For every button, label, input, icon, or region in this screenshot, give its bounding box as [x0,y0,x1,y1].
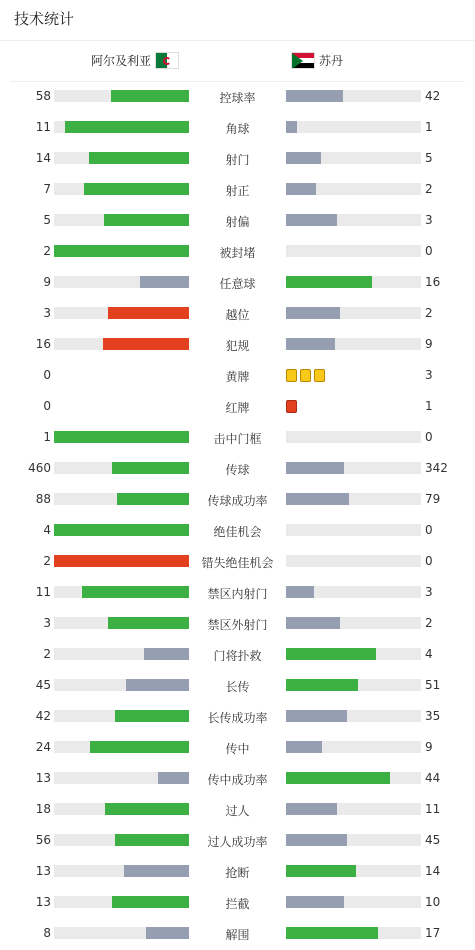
away-value: 1 [425,399,433,413]
away-value: 4 [425,647,433,661]
home-value: 9 [43,275,51,289]
away-bar [286,772,390,784]
away-bar-track [286,90,421,102]
home-bar [89,152,189,164]
away-bar [286,338,335,350]
away-bar [286,276,372,288]
home-bar-track [54,462,189,474]
home-bar [103,338,189,350]
stat-row [0,670,475,701]
away-value: 45 [425,833,441,847]
away-value: 3 [425,585,433,599]
stat-row [0,453,475,484]
stat-label: 过人成功率 [207,835,268,849]
away-value: 9 [425,337,433,351]
stat-row [0,422,475,453]
stat-label: 射门 [225,153,250,167]
stat-label: 红牌 [225,401,250,415]
away-bar-track [286,865,421,877]
away-bar-track [286,152,421,164]
away-value: 5 [425,151,433,165]
home-bar [108,307,189,319]
away-bar [286,493,349,505]
stat-label: 射正 [225,184,250,198]
page-title: 技术统计 [14,10,75,28]
stat-row [0,763,475,794]
home-bar [117,493,189,505]
stat-row [0,825,475,856]
home-bar [144,648,189,660]
home-bar [124,865,189,877]
home-bar-track [54,555,189,567]
away-value: 79 [425,492,441,506]
away-value: 2 [425,306,433,320]
home-bar-track [54,710,189,722]
yellow-card-icon [300,369,311,382]
stat-label: 角球 [225,122,250,136]
home-bar [146,927,189,939]
away-bar [286,183,316,195]
home-bar [126,679,189,691]
home-bar-track [54,617,189,629]
away-bar [286,152,321,164]
stat-label: 传球 [225,463,250,477]
stat-label: 长传 [225,680,250,694]
away-value: 3 [425,368,433,382]
stat-row [0,794,475,825]
home-bar-track [54,865,189,877]
stat-label: 门将扑救 [213,649,262,663]
home-bar-track [54,276,189,288]
home-bar-track [54,896,189,908]
away-bar [286,617,340,629]
home-value: 18 [35,802,51,816]
stat-label: 拦截 [225,897,250,911]
home-value: 14 [35,151,51,165]
stat-row [0,205,475,236]
home-value: 88 [35,492,51,506]
away-bar-track [286,834,421,846]
home-bar [115,834,189,846]
away-bar [286,834,347,846]
home-bar-track [54,121,189,133]
home-value: 460 [28,461,51,475]
home-value: 3 [43,306,51,320]
away-value: 2 [425,182,433,196]
home-bar [54,555,189,567]
away-bar [286,307,340,319]
away-bar-track [286,896,421,908]
stat-label: 长传成功率 [207,711,268,725]
yellow-card-icon [286,369,297,382]
home-bar-track [54,741,189,753]
away-bar [286,90,343,102]
away-bar [286,710,347,722]
away-value: 1 [425,120,433,134]
home-team[interactable] [91,52,179,69]
stat-label: 射偏 [225,215,250,229]
stat-row [0,298,475,329]
away-bar [286,462,344,474]
away-bar-track [286,927,421,939]
away-bar-track [286,462,421,474]
home-value: 42 [35,709,51,723]
away-bar [286,586,314,598]
away-bar [286,803,337,815]
home-bar [90,741,189,753]
home-bar-track [54,834,189,846]
home-value: 0 [43,399,51,413]
home-value: 4 [43,523,51,537]
away-cards [286,400,297,413]
stat-row [0,577,475,608]
header-divider [0,40,475,41]
away-bar [286,741,322,753]
stat-label: 越位 [225,308,250,322]
home-bar-track [54,431,189,443]
away-bar-track [286,648,421,660]
home-bar [82,586,189,598]
away-bar-track [286,741,421,753]
away-bar-track [286,555,421,567]
home-bar [54,245,189,257]
away-bar-track [286,710,421,722]
home-bar-track [54,803,189,815]
home-bar-track [54,927,189,939]
home-value: 11 [35,585,51,599]
home-bar [54,524,189,536]
away-bar-track [286,338,421,350]
away-value: 0 [425,523,433,537]
stat-row [0,546,475,577]
away-bar-track [286,803,421,815]
home-value: 2 [43,244,51,258]
away-value: 2 [425,616,433,630]
home-bar-track [54,245,189,257]
away-bar-track [286,617,421,629]
stat-label: 禁区内射门 [207,587,268,601]
away-bar-track [286,214,421,226]
away-value: 0 [425,244,433,258]
home-bar [112,462,189,474]
home-value: 13 [35,864,51,878]
away-bar-track [286,524,421,536]
away-bar [286,121,297,133]
stat-label: 击中门框 [213,432,262,446]
home-value: 5 [43,213,51,227]
home-bar-track [54,183,189,195]
away-value: 51 [425,678,441,692]
stat-label: 任意球 [219,277,256,291]
stat-row [0,856,475,887]
stat-row [0,267,475,298]
home-bar [84,183,189,195]
stat-label: 绝佳机会 [213,525,262,539]
home-value: 24 [35,740,51,754]
stat-row [0,639,475,670]
home-bar [54,431,189,443]
away-bar-track [286,493,421,505]
away-bar-track [286,772,421,784]
home-bar [140,276,189,288]
home-bar-track [54,524,189,536]
stat-label: 过人 [225,804,250,818]
stat-label: 错失绝佳机会 [201,556,274,570]
away-value: 0 [425,554,433,568]
stat-label: 传中成功率 [207,773,268,787]
home-value: 0 [43,368,51,382]
away-value: 35 [425,709,441,723]
stat-label: 控球率 [219,91,256,105]
home-bar-track [54,307,189,319]
stat-row [0,360,475,391]
stat-row [0,112,475,143]
stat-label: 犯规 [225,339,250,353]
home-value: 58 [35,89,51,103]
home-bar [108,617,189,629]
home-value: 13 [35,771,51,785]
away-value: 11 [425,802,441,816]
stat-row [0,515,475,546]
stat-label: 禁区外射门 [207,618,268,632]
yellow-card-icon [314,369,325,382]
home-bar-track [54,648,189,660]
away-bar [286,214,337,226]
home-bar-track [54,338,189,350]
away-team[interactable] [291,52,343,69]
away-bar-track [286,276,421,288]
stat-row [0,81,475,112]
home-bar [65,121,189,133]
away-bar-track [286,586,421,598]
home-bar [115,710,189,722]
algeria-flag-icon [155,52,179,69]
away-value: 9 [425,740,433,754]
away-bar-track [286,679,421,691]
away-bar-track [286,183,421,195]
red-card-icon [286,400,297,413]
stat-row [0,391,475,422]
home-bar [158,772,189,784]
stat-label: 抢断 [225,866,250,880]
home-value: 8 [43,926,51,940]
stat-row [0,918,475,949]
home-value: 2 [43,554,51,568]
home-bar-track [54,152,189,164]
home-bar-track [54,214,189,226]
away-value: 14 [425,864,441,878]
stat-row [0,732,475,763]
away-bar-track [286,431,421,443]
stat-row [0,701,475,732]
stat-label: 传中 [225,742,250,756]
home-bar-track [54,493,189,505]
home-value: 11 [35,120,51,134]
away-bar [286,896,344,908]
stat-row [0,484,475,515]
stat-label: 解围 [225,928,250,942]
stat-row [0,608,475,639]
home-team-name: 阿尔及利亚 [90,54,151,68]
away-value: 42 [425,89,441,103]
home-bar [111,90,189,102]
away-team-name: 苏丹 [319,54,344,68]
home-value: 3 [43,616,51,630]
stat-label: 被封堵 [219,246,256,260]
stat-row [0,143,475,174]
stats-list [0,81,475,949]
away-bar-track [286,121,421,133]
away-cards [286,369,325,382]
stat-row [0,329,475,360]
home-bar-track [54,772,189,784]
away-bar [286,679,358,691]
home-value: 1 [43,430,51,444]
away-value: 0 [425,430,433,444]
away-bar-track [286,245,421,257]
home-bar-track [54,586,189,598]
home-value: 16 [35,337,51,351]
stat-label: 黄牌 [225,370,250,384]
away-value: 44 [425,771,441,785]
home-value: 45 [35,678,51,692]
stat-row [0,236,475,267]
home-value: 13 [35,895,51,909]
stat-label: 传球成功率 [207,494,268,508]
sudan-flag-icon [291,52,315,69]
away-value: 10 [425,895,441,909]
away-value: 3 [425,213,433,227]
home-value: 7 [43,182,51,196]
away-bar [286,865,356,877]
away-value: 342 [425,461,448,475]
stat-row [0,174,475,205]
stat-row [0,887,475,918]
home-bar [112,896,189,908]
away-bar [286,927,378,939]
away-value: 16 [425,275,441,289]
home-bar [105,803,189,815]
home-bar [104,214,189,226]
away-bar [286,648,376,660]
home-bar-track [54,90,189,102]
away-bar-track [286,307,421,319]
home-value: 56 [35,833,51,847]
away-value: 17 [425,926,441,940]
home-bar-track [54,679,189,691]
home-value: 2 [43,647,51,661]
